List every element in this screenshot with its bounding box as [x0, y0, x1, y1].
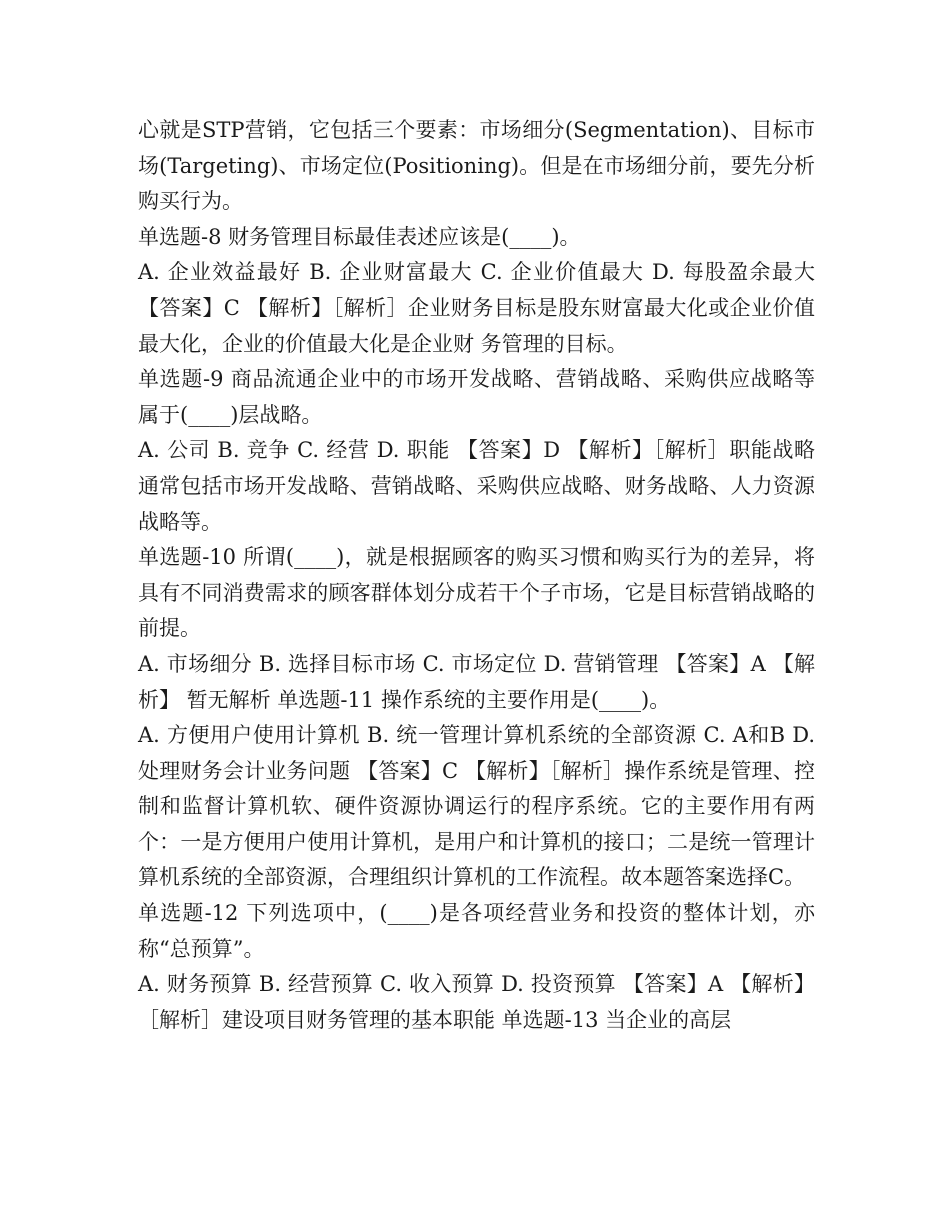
question-8: 单选题-8 财务管理目标最佳表述应该是(____)。 — [138, 224, 581, 249]
question-12: 单选题-12 下列选项中，(____)是各项经营业务和投资的整体计划，亦称“总预算”。 — [138, 901, 815, 961]
question-10: 单选题-10 所谓(____)，就是根据顾客的购买习惯和购买行为的差异，将具有不同消费需求的顾客群体划分成若干个子市场，它是目标营销战略的前提。 — [138, 545, 815, 641]
question-12-options-answer: A. 财务预算 B. 经营预算 C. 收入预算 D. 投资预算 【答案】A 【解析】［解析］建设项目财务管理的基本职能 单选题-13 当企业的高层 — [138, 972, 815, 1032]
question-10-options-answer: A. 市场细分 B. 选择目标市场 C. 市场定位 D. 营销管理 【答案】A 【解析】 暂无解析 单选题-11 操作系统的主要作用是(____)。 — [138, 651, 815, 712]
question-8-options-answer: A. 企业效益最好 B. 企业财富最大 C. 企业价值最大 D. 每股盈余最大 【答案】C 【解析】［解析］企业财务目标是股东财富最大化或企业价值最大化，企业的价值最大化是企业财 务管理的目标。 — [138, 260, 815, 356]
question-9: 单选题-9 商品流通企业中的市场开发战略、营销战略、采购供应战略等属于(____)层战略。 — [138, 367, 815, 427]
question-9-options-answer: A. 公司 B. 竞争 C. 经营 D. 职能 【答案】D 【解析】［解析］职能战略通常包括市场开发战略、营销战略、采购供应战略、财务战略、人力资源战略等。 — [138, 438, 815, 534]
document-body — [138, 113, 815, 1038]
question-11-options-answer: A. 方便用户使用计算机 B. 统一管理计算机系统的全部资源 C. A和B D. 处理财务会计业务问题 【答案】C 【解析】［解析］操作系统是管理、控制和监督计算机软、硬件资源协调运行的程序系统。它的主要作用有两个：一是方便用户使用计算机，是用户和计算机的接口；二是统一管理计算机系统的全部资源，合理组织计算机的工作流程。故本题答案选择C。 — [138, 723, 815, 890]
paragraph-stp-explanation: 心就是STP营销，它包括三个要素：市场细分(Segmentation)、目标市场(Targeting)、市场定位(Positioning)。但是在市场细分前，要先分析购买行为。 — [138, 118, 815, 214]
